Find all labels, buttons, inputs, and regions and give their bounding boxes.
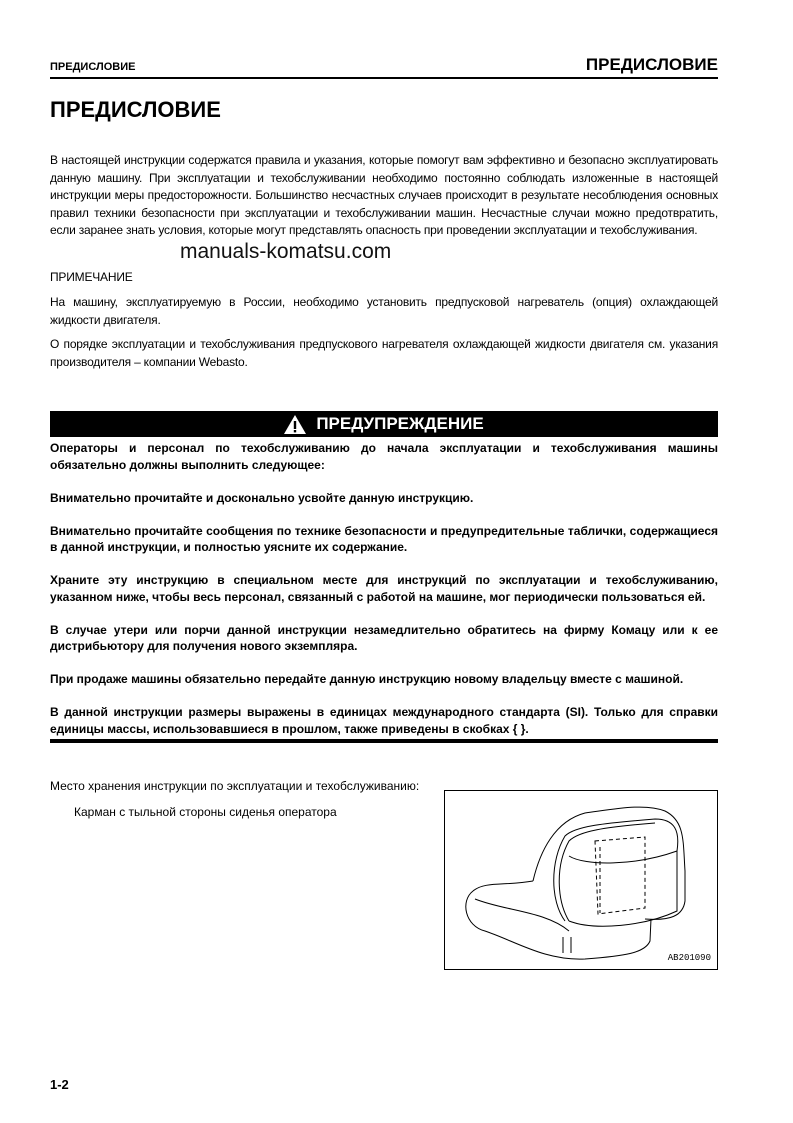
operator-seat-illustration [445,791,717,969]
warning-body [50,440,718,737]
warning-triangle-icon [284,415,306,434]
warning-paragraph: Внимательно прочитайте и досконально усвойте данную инструкцию. [50,490,474,505]
warning-banner [50,411,718,437]
figure-code: AB201090 [667,953,711,963]
storage-section [50,778,718,970]
warning-paragraph: При продаже машины обязательно передайте данную инструкцию новому владельцу вместе с машиной. [50,672,684,686]
note-paragraph-1: На машину, эксплуатируемую в России, необходимо установить предпусковой нагреватель (опция) охлаждающей жидкости двигателя. [50,295,718,327]
header-rule [50,77,718,79]
note-label: ПРИМЕЧАНИЕ [50,269,133,284]
warning-paragraph: В данной инструкции размеры выражены в единицах международного стандарта (SI). Только для справки единицы массы, использовавшиеся в прошлом, также приведены в скобках { }. [50,705,718,736]
seat-pocket-figure [444,790,718,970]
storage-location: Карман с тыльной стороны сиденья оператора [74,804,337,819]
header-section-left: ПРЕДИСЛОВИЕ [50,61,136,73]
warning-bottom-rule [50,739,718,743]
page-body [50,152,718,970]
warning-paragraph: Внимательно прочитайте сообщения по технике безопасности и предупредительные таблички, содержащиеся в данной инструкции, и полностью уясните их содержание. [50,523,718,554]
page-number: 1-2 [50,1077,69,1092]
warning-title: ПРЕДУПРЕЖДЕНИЕ [316,414,484,433]
warning-paragraph: Операторы и персонал по техобслуживанию до начала эксплуатации и техобслуживания машины обязательно должны выполнить следующее: [50,441,718,472]
note-paragraph-2: О порядке эксплуатации и техобслуживания предпускового нагревателя охлаждающей жидкости двигателя см. указания производителя – компании Webasto. [50,337,718,369]
storage-label: Место хранения инструкции по эксплуатации и техобслуживанию: [50,779,420,793]
warning-paragraph: В случае утери или порчи данной инструкции незамедлительно обратитесь на фирму Комацу или к ее дистрибьютору для получения нового экземпляра. [50,622,718,653]
header-section-right: ПРЕДИСЛОВИЕ [585,55,718,74]
watermark: manuals-komatsu.com [180,239,392,263]
warning-paragraph: Храните эту инструкцию в специальном месте для инструкций по эксплуатации и техобслуживанию, указанном ниже, чтобы весь персонал, связанный с работой на машине, мог периодически пользоваться ей. [50,573,718,604]
page-title: ПРЕДИСЛОВИЕ [50,97,221,122]
intro-paragraph: В настоящей инструкции содержатся правила и указания, которые помогут вам эффективно и безопасно эксплуатировать данную машину. При эксплуатации и техобслуживании необходимо постоянно соблюдать изложенные в настоящей инструкции меры предосторожности. Большинство несчастных случаев происходит в результате несоблюдения основных правил техники безопасности при эксплуатации и техобслуживании машин. Несчастные случаи можно предотвратить, если заранее знать условия, которые могут представлять опасность при проведении эксплуатации и техобслуживания. [50,153,718,237]
